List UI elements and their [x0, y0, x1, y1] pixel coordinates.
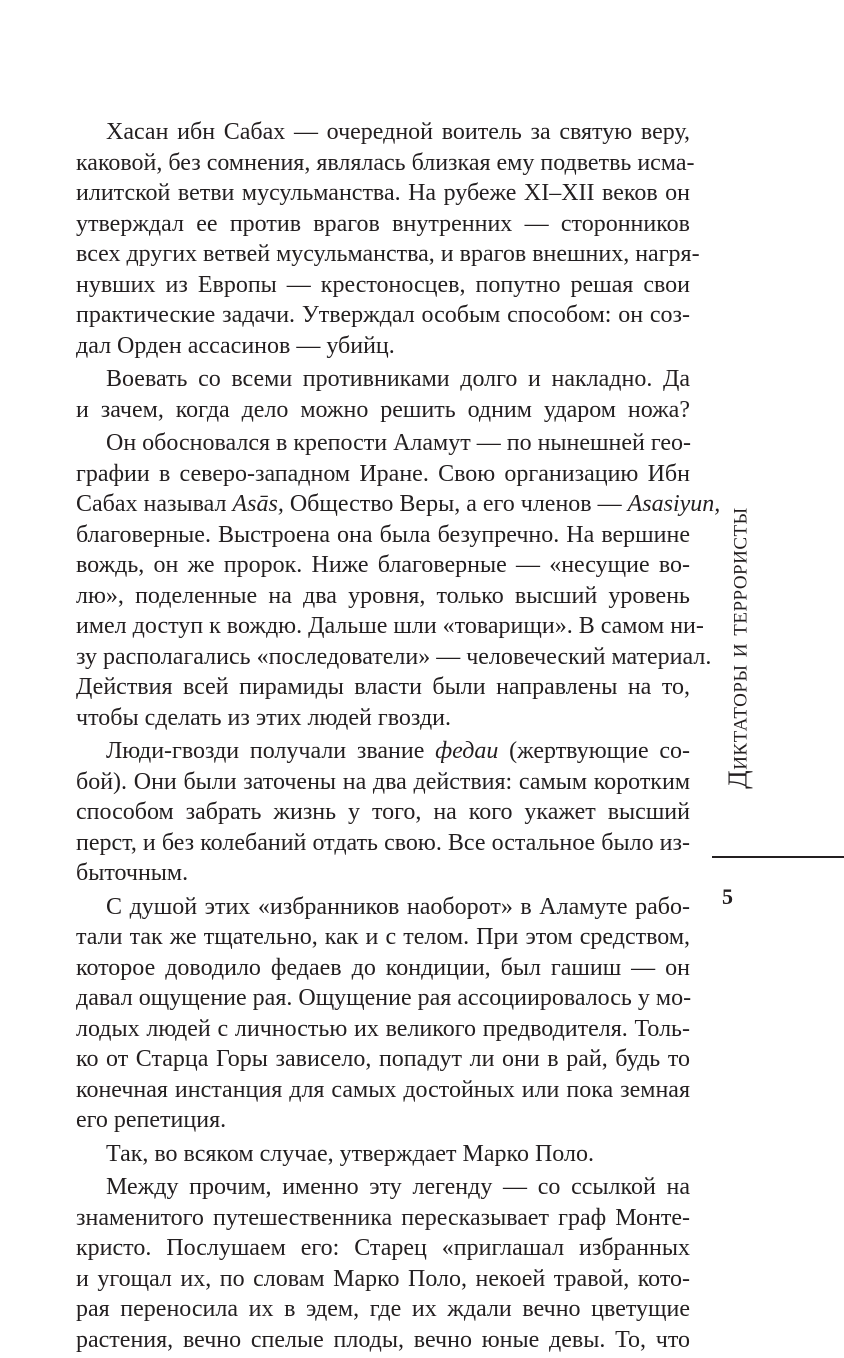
text-line: утверждал ее против врагов внутренних — сторонников	[76, 210, 690, 237]
italic-term: федаи	[435, 738, 499, 764]
running-head	[712, 463, 764, 833]
text-line: дал Орден ассасинов — убийц.	[76, 332, 395, 359]
text-line: лю», поделенные на два уровня, только высший уровень	[76, 582, 690, 609]
italic-term: Asasiyun,	[627, 491, 721, 517]
paragraph-5	[76, 892, 690, 1136]
text-line: Между прочим, именно эту легенду — со ссылкой на	[106, 1174, 690, 1200]
text-line: и угощал их, по словам Марко Поло, некоей травой, кото-	[76, 1265, 690, 1292]
text-line: Действия всей пирамиды власти были направлены на то,	[76, 674, 690, 700]
paragraph-3	[76, 428, 721, 733]
text-line: всех других ветвей мусульманства, и врагов внешних, нагря-	[76, 241, 700, 267]
text-line: вождь, он же пророк. Ниже благоверные — «несущие во-	[76, 552, 690, 578]
text-line: кристо. Послушаем его: Старец «приглашал избранных	[76, 1235, 690, 1261]
text-line: практические задачи. Утверждал особым способом: он соз-	[76, 302, 690, 328]
paragraph-1	[76, 117, 700, 361]
text-line: имел доступ к вождю. Дальше шли «товарищи». В самом ни-	[76, 613, 704, 639]
text-line: С душой этих «избранников наоборот» в Аламуте рабо-	[106, 893, 690, 920]
text-run: (жертвующие со-	[498, 738, 690, 764]
text-line: ко от Старца Горы зависело, попадут ли они в рай, будь то	[76, 1046, 690, 1072]
margin-rule	[712, 856, 844, 858]
text-line: илитской ветви мусульманства. На рубеже XI–XII веков он	[76, 180, 690, 206]
paragraph-7	[76, 1172, 690, 1355]
paragraph-6	[76, 1139, 690, 1170]
text-line: графии в северо-западном Иране. Свою организацию Ибн	[76, 460, 690, 487]
text-line: давал ощущение рая. Ощущение рая ассоциировалось у мо-	[76, 985, 692, 1011]
text-line: каковой, без сомнения, являлась близкая ему подветвь исма-	[76, 149, 695, 176]
text-line: Так, во всяком случае, утверждает Марко Поло.	[106, 1140, 594, 1167]
text-line: рая переносила их в эдем, где их ждали вечно цветущие	[76, 1296, 690, 1322]
text-line: чтобы сделать из этих людей гвозди.	[76, 704, 451, 731]
text-line: и зачем, когда дело можно решить одним ударом ножа?	[76, 396, 690, 423]
text-line: перст, и без колебаний отдать свою. Все остальное было из-	[76, 829, 690, 856]
text-run: Сабах называл	[76, 491, 233, 517]
body-text	[76, 117, 721, 1358]
italic-term: Asās,	[232, 491, 284, 517]
text-line: способом забрать жизнь у того, на кого укажет высший	[76, 799, 690, 825]
text-line: тали так же тщательно, как и с телом. При этом средством,	[76, 924, 690, 950]
page-number: 5	[722, 884, 733, 909]
running-head-title: Диктаторы и террористы	[722, 507, 753, 789]
text-line: растения, вечно спелые плоды, вечно юные девы. То, что	[76, 1326, 690, 1353]
text-line: лодых людей с личностью их великого предводителя. Толь-	[76, 1015, 690, 1042]
text-line: благоверные. Выстроена она была безупречно. На вершине	[76, 521, 690, 548]
paragraph-2	[76, 364, 690, 425]
text-line: быточным.	[76, 860, 189, 886]
text-line: Он обосновался в крепости Аламут — по нынешней гео-	[106, 430, 692, 456]
paragraph-4	[76, 736, 690, 889]
text-line	[76, 489, 721, 520]
text-line: бой). Они были заточены на два действия: самым коротким	[76, 768, 690, 795]
text-line: Хасан ибн Сабах — очередной воитель за святую веру,	[106, 119, 690, 145]
text-run: Люди-гвозди получали звание	[106, 738, 436, 764]
text-line: зу располагались «последователи» — человеческий материал.	[76, 643, 712, 670]
text-line: которое доводило федаев до кондиции, был гашиш — он	[76, 954, 690, 981]
text-line: конечная инстанция для самых достойных или пока земная	[76, 1076, 690, 1103]
text-line: его репетиция.	[76, 1107, 227, 1133]
text-line: Воевать со всеми противниками долго и накладно. Да	[106, 366, 690, 392]
text-line: нувших из Европы — крестоносцев, попутно решая свои	[76, 271, 690, 298]
text-line: знаменитого путешественника пересказывает граф Монте-	[76, 1204, 690, 1231]
text-run: Общество Веры, а его членов —	[283, 491, 628, 517]
text-line	[76, 736, 690, 767]
